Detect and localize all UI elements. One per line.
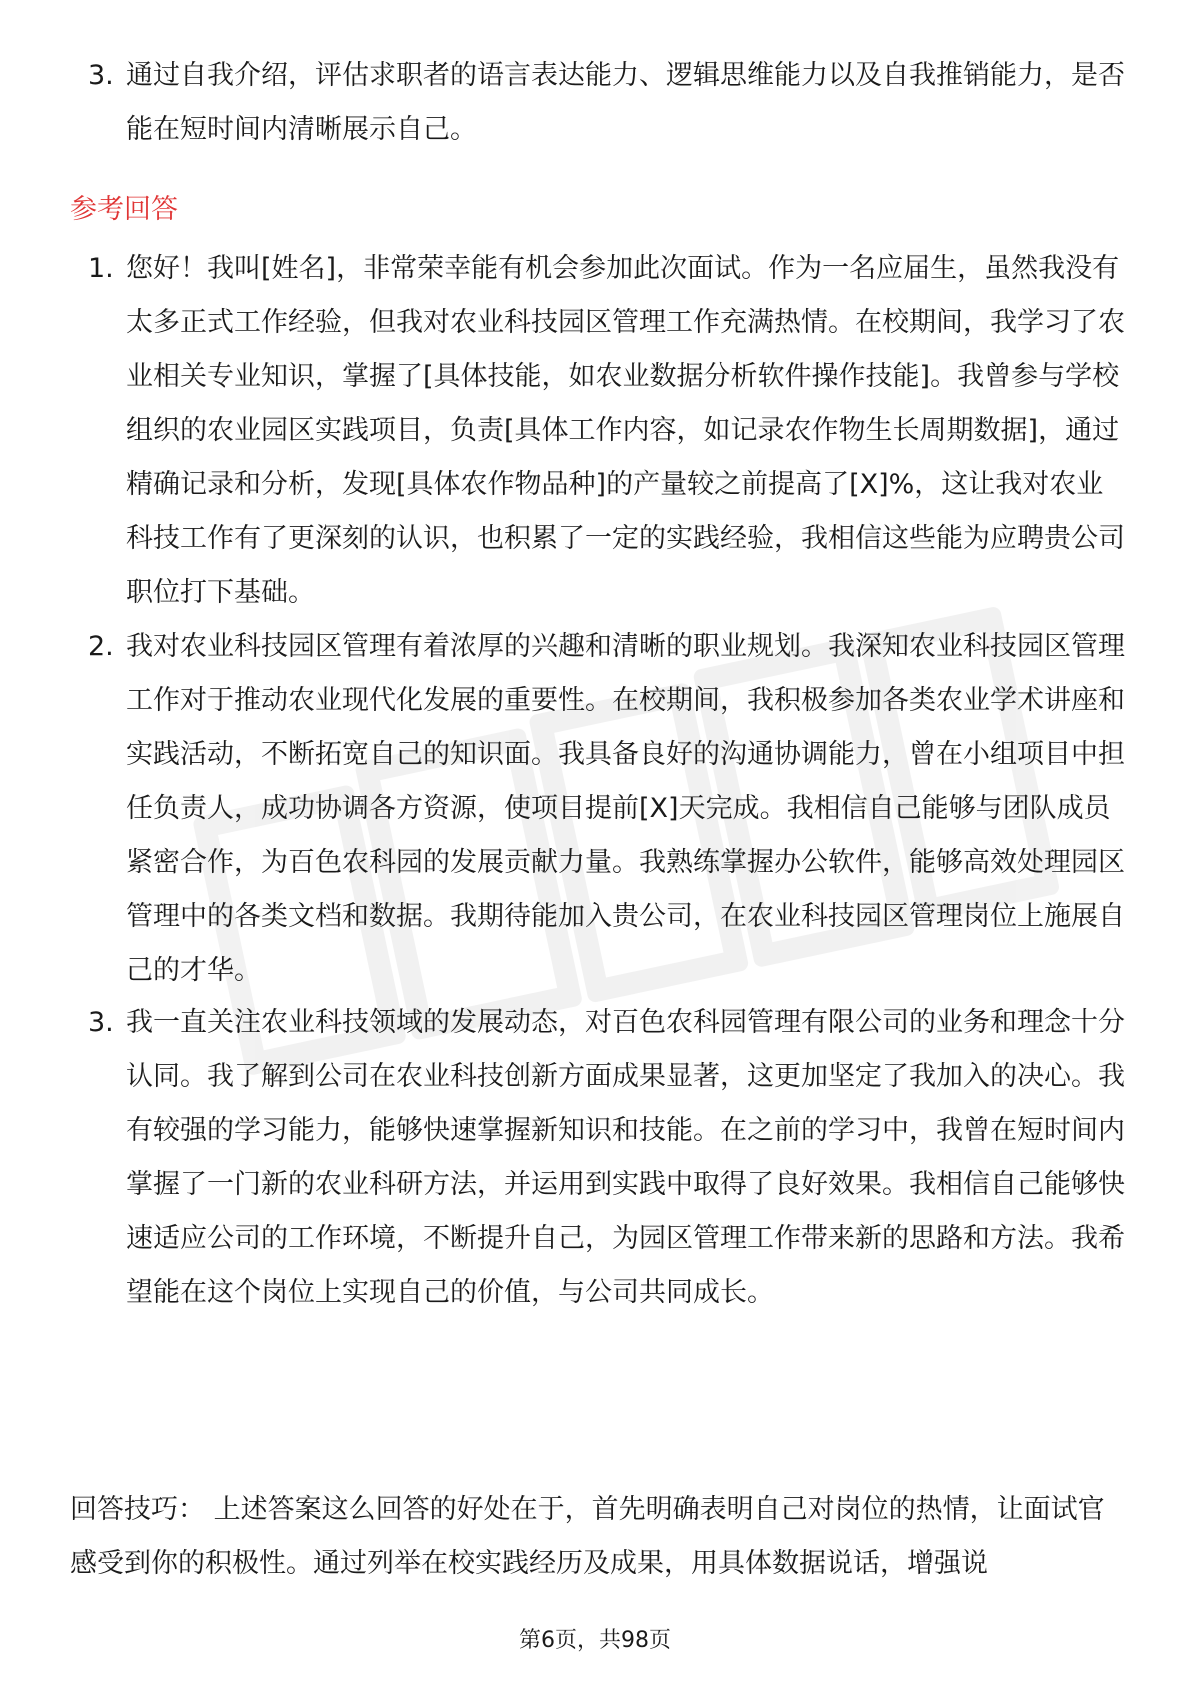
answer-number: 1. <box>88 253 114 284</box>
answer-text: 我一直关注农业科技领域的发展动态，对百色农科园管理有限公司的业务和理念十分认同。我了解到公司在农业科技创新方面成果显著，这更加坚定了我加入的决心。我有较强的学习能力，能够快速掌握新知识和技能。在之前的学习中，我曾在短时间内掌握了一门新的农业科研方法，并运用到实践中取得了良好效果。我相信自己能够快速适应公司的工作环境，不断提升自己，为园区管理工作带来新的思路和方法。我希望能在这个岗位上实现自己的价值，与公司共同成长。 <box>126 1007 1125 1308</box>
answer-item-2 <box>88 620 1128 998</box>
intro-item-number: 3. <box>88 60 114 91</box>
answer-text: 您好！我叫[姓名]，非常荣幸能有机会参加此次面试。作为一名应届生，虽然我没有太多正式工作经验，但我对农业科技园区管理工作充满热情。在校期间，我学习了农业相关专业知识，掌握了[具体技能，如农业数据分析软件操作技能]。我曾参与学校组织的农业园区实践项目，负责[具体工作内容，如记录农作物生长周期数据]，通过精确记录和分析，发现[具体农作物品种]的产量较之前提高了[X]%，这让我对农业科技工作有了更深刻的认识，也积累了一定的实践经验，我相信这些能为应聘贵公司职位打下基础。 <box>126 253 1125 608</box>
answer-number: 2. <box>88 631 114 662</box>
answer-number: 3. <box>88 1007 114 1038</box>
page-number: 第6页，共98页 <box>519 1628 671 1653</box>
answer-item-1 <box>88 242 1128 620</box>
answer-text: 我对农业科技园区管理有着浓厚的兴趣和清晰的职业规划。我深知农业科技园区管理工作对于推动农业现代化发展的重要性。在校期间，我积极参加各类农业学术讲座和实践活动，不断拓宽自己的知识面。我具备良好的沟通协调能力，曾在小组项目中担任负责人，成功协调各方资源，使项目提前[X]天完成。我相信自己能够与团队成员紧密合作，为百色农科园的发展贡献力量。我熟练掌握办公软件，能够高效处理园区管理中的各类文档和数据。我期待能加入贵公司，在农业科技园区管理岗位上施展自己的才华。 <box>126 631 1125 986</box>
answer-tips: 回答技巧： 上述答案这么回答的好处在于，首先明确表明自己对岗位的热情，让面试官感受到你的积极性。通过列举在校实践经历及成果，用具体数据说话，增强说 <box>70 1494 1105 1579</box>
intro-item-3 <box>88 49 1128 157</box>
intro-item-text: 通过自我介绍，评估求职者的语言表达能力、逻辑思维能力以及自我推销能力，是否能在短时间内清晰展示自己。 <box>126 60 1125 145</box>
answer-item-3 <box>88 996 1128 1320</box>
section-title: 参考回答 <box>70 194 178 225</box>
